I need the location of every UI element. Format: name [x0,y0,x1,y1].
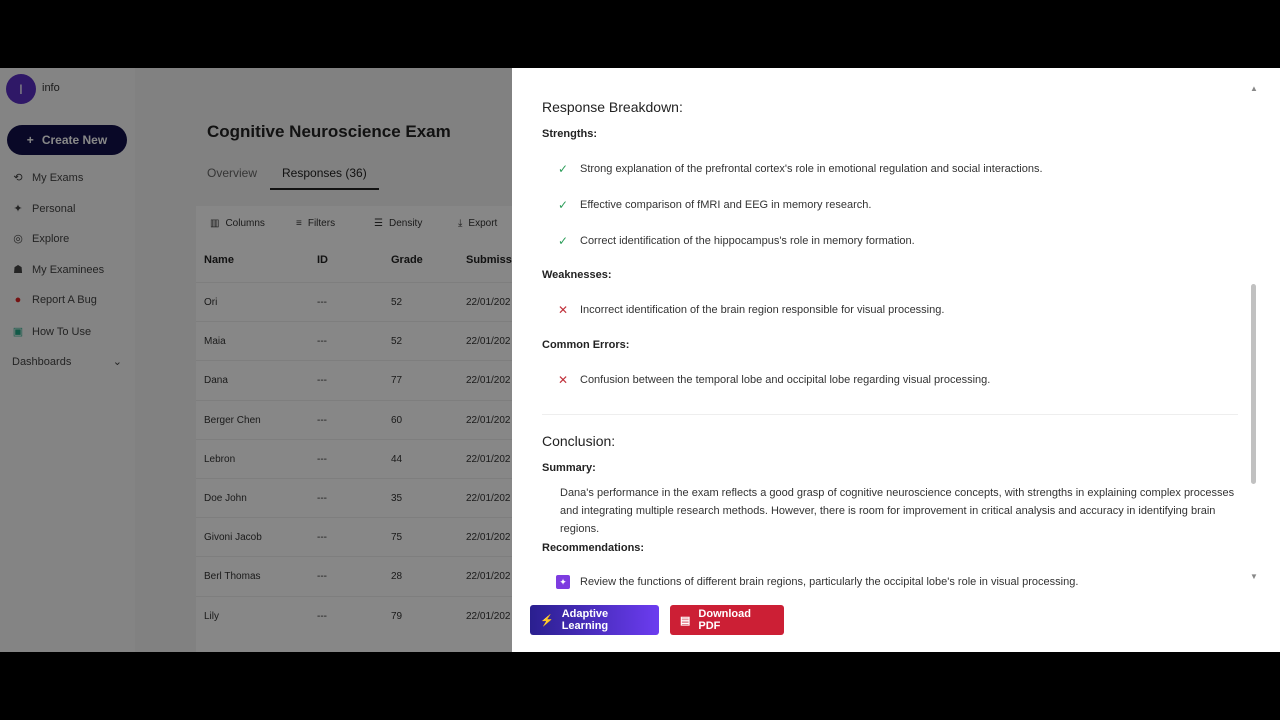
table-cell: --- [317,375,327,387]
scrollbar[interactable] [1250,84,1258,584]
nav-label: Report A Bug [32,294,97,306]
table-cell: 28 [391,571,403,583]
check-icon: ✓ [557,234,569,248]
nav-label: Personal [32,202,76,215]
scroll-down-icon[interactable]: ▼ [1250,572,1258,581]
table-cell: Ori [204,297,218,308]
download-icon: ⤓ [458,218,463,229]
avatar[interactable]: I [6,74,36,104]
strengths-label: Strengths: [542,128,597,140]
conclusion-title: Conclusion: [542,433,616,449]
check-icon: ✓ [557,198,569,212]
group-icon: ☗ [13,264,23,276]
header-id[interactable]: ID [317,254,328,266]
table-cell: 22/01/202 [466,414,511,426]
create-new-label: Create New [41,133,108,147]
pdf-label: Download PDF [698,608,751,632]
weakness-item [556,303,944,317]
error-item [556,373,990,387]
scrollbar-thumb[interactable] [1251,284,1256,484]
sparkle-icon: ✦ [13,203,23,215]
nav-label: My Exams [32,171,84,184]
cross-icon: ✕ [557,303,569,317]
chevron-down-icon: ⌄ [112,356,122,368]
sparkle-icon: ✦ [556,575,570,589]
breakdown-title: Response Breakdown: [542,99,683,115]
table-cell: Givoni Jacob [204,532,262,544]
table-cell: 75 [391,532,403,544]
table-cell: 79 [391,610,403,622]
table-cell: Doe John [204,493,247,504]
table-cell: 22/01/202 [466,610,511,622]
table-cell: Berger Chen [204,414,261,426]
header-grade[interactable]: Grade [391,254,423,266]
table-cell: --- [317,532,327,544]
strength-item [556,162,1043,176]
nav-label: My Examinees [32,263,105,276]
tab-overview[interactable]: Overview [207,166,258,180]
nav-label: Dashboards [12,355,72,368]
table-cell: --- [317,610,327,622]
columns-label: Columns [225,218,265,229]
header-submission[interactable]: Submiss [466,254,512,266]
app [0,68,1280,652]
table-cell: --- [317,336,327,348]
history-icon: ⟲ [13,172,23,184]
download-pdf-button[interactable] [670,605,784,635]
summary-label: Summary: [542,462,596,474]
table-cell: Berl Thomas [204,571,261,583]
item-text: Strong explanation of the prefrontal cortex's role in emotional regulation and social interactions. [580,163,1043,175]
table-cell: --- [317,493,327,504]
check-icon: ✓ [557,162,569,176]
bug-icon: ● [14,294,22,306]
recommendations-label: Recommendations: [542,542,645,554]
table-cell: 60 [391,414,403,426]
table-cell: Maia [204,336,226,348]
table-cell: 22/01/202 [466,453,511,465]
nav-label: How To Use [32,325,92,338]
scroll-up-icon[interactable]: ▲ [1250,84,1258,93]
table-cell: --- [317,414,327,426]
recommendation-item [556,575,1078,589]
modal-content [542,68,1252,590]
adaptive-learning-button[interactable] [530,605,659,635]
item-text: Correct identification of the hippocampus's role in memory formation. [580,235,915,247]
weaknesses-label: Weaknesses: [542,269,612,281]
table-cell: 35 [391,493,403,504]
explore-icon: ◎ [13,233,23,245]
plus-icon: + [26,133,34,147]
table-cell: 52 [391,336,403,348]
table-cell: 22/01/202 [466,297,511,308]
table-cell: 22/01/202 [466,493,511,504]
summary-text: Dana's performance in the exam reflects a good grasp of cognitive neuroscience concepts, with strengths in explaining complex processes and integrating multiple research methods. However, there is room for improvement in critical analysis and accuracy in identifying brain regions. [560,487,1235,535]
density-label: Density [388,218,423,229]
cross-icon: ✕ [557,373,569,387]
table-cell: --- [317,571,327,583]
tab-responses[interactable]: Responses (36) [270,166,379,190]
table-cell: 22/01/202 [466,336,511,348]
video-icon: ▣ [12,326,24,338]
item-text: Confusion between the temporal lobe and occipital lobe regarding visual processing. [580,374,991,386]
table-cell: Lebron [204,453,236,465]
errors-label: Common Errors: [542,339,630,351]
page-title: Cognitive Neuroscience Exam [207,122,451,141]
strength-item [556,198,871,212]
table-cell: --- [317,297,327,308]
export-label: Export [468,218,498,229]
table-cell: 77 [391,375,403,387]
table-cell: --- [317,453,327,465]
divider [542,414,1238,415]
density-icon: ☰ [374,218,383,229]
item-text: Review the functions of different brain regions, particularly the occipital lobe's role in visual processing. [580,576,1079,588]
pdf-icon: ▤ [680,614,691,627]
table-cell: 22/01/202 [466,532,511,544]
table-cell: Dana [204,375,228,387]
response-modal [512,68,1280,652]
table-cell: 22/01/202 [466,375,511,387]
filter-icon: ≡ [296,218,302,229]
columns-icon: ▥ [210,218,220,229]
table-cell: Lily [204,610,220,622]
strength-item [556,234,915,248]
item-text: Effective comparison of fMRI and EEG in memory research. [580,199,872,211]
header-name[interactable]: Name [204,254,234,266]
table-cell: 22/01/202 [466,571,511,583]
table-cell: 44 [391,453,403,465]
magic-wand-icon: ⚡ [540,614,554,627]
nav-label: Explore [32,232,70,245]
table-cell: 52 [391,297,403,308]
user-name: info [42,82,60,94]
filters-label: Filters [307,218,336,229]
adaptive-label: Adaptive Learning [561,608,609,632]
item-text: Incorrect identification of the brain region responsible for visual processing. [580,304,945,316]
